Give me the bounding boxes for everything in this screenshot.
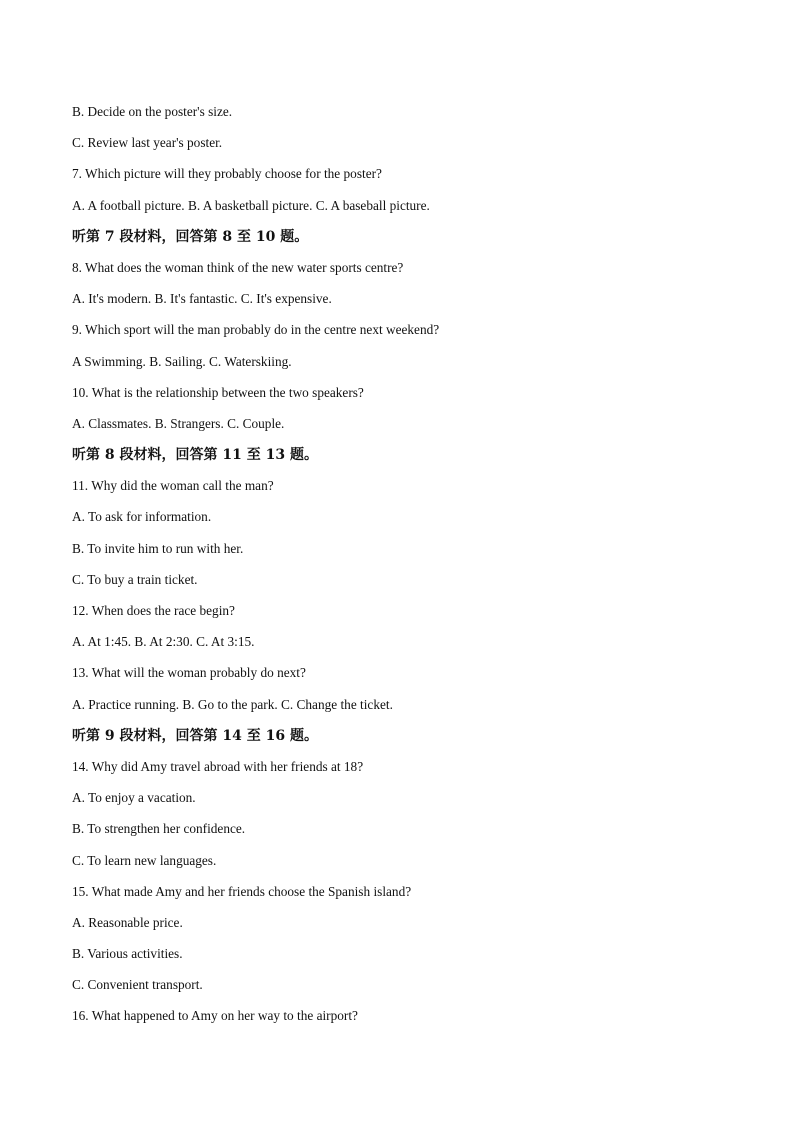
document-page	[72, 102, 732, 1038]
question-line: 15. What made Amy and her friends choose the Spanish island?	[72, 883, 412, 899]
section-heading: 听第 9 段材料，回答第 14 至 16 题。	[72, 727, 318, 744]
section-heading: 听第 7 段材料，回答第 8 至 10 题。	[72, 228, 309, 245]
option-line: C. Review last year's poster.	[72, 135, 223, 151]
option-line: A. Practice running. B. Go to the park. C. Change the ticket.	[72, 696, 393, 712]
question-line: 12. When does the race begin?	[72, 603, 235, 618]
option-line: A. Classmates. B. Strangers. C. Couple.	[72, 415, 285, 431]
option-line: B. Various activities.	[72, 946, 183, 962]
question-line: 13. What will the woman probably do next?	[72, 665, 306, 681]
option-line: A. At 1:45. B. At 2:30. C. At 3:15.	[72, 634, 255, 650]
option-line: C. To learn new languages.	[72, 852, 217, 868]
question-line: 16. What happened to Amy on her way to the airport?	[72, 1008, 358, 1024]
question-line: 8. What does the woman think of the new water sports centre?	[72, 259, 404, 275]
option-line: A Swimming. B. Sailing. C. Waterskiing.	[72, 353, 292, 369]
option-line: A. To enjoy a vacation.	[72, 790, 196, 806]
question-line: 14. Why did Amy travel abroad with her friends at 18?	[72, 758, 364, 774]
option-line: B. Decide on the poster's size.	[72, 104, 233, 119]
option-line: A. Reasonable price.	[72, 914, 183, 930]
section-heading: 听第 8 段材料，回答第 11 至 13 题。	[72, 447, 318, 464]
option-line: A. It's modern. B. It's fantastic. C. It's expensive.	[72, 291, 332, 307]
option-line: B. To invite him to run with her.	[72, 540, 244, 556]
option-line: C. To buy a train ticket.	[72, 571, 198, 587]
option-line: C. Convenient transport.	[72, 977, 203, 993]
question-line: 7. Which picture will they probably choose for the poster?	[72, 166, 382, 182]
option-line: A. A football picture. B. A basketball picture. C. A baseball picture.	[72, 197, 430, 213]
question-line: 11. Why did the woman call the man?	[72, 478, 274, 494]
option-line: A. To ask for information.	[72, 509, 212, 525]
question-line: 10. What is the relationship between the two speakers?	[72, 384, 364, 400]
option-line: B. To strengthen her confidence.	[72, 821, 246, 837]
question-line: 9. Which sport will the man probably do in the centre next weekend?	[72, 322, 440, 338]
